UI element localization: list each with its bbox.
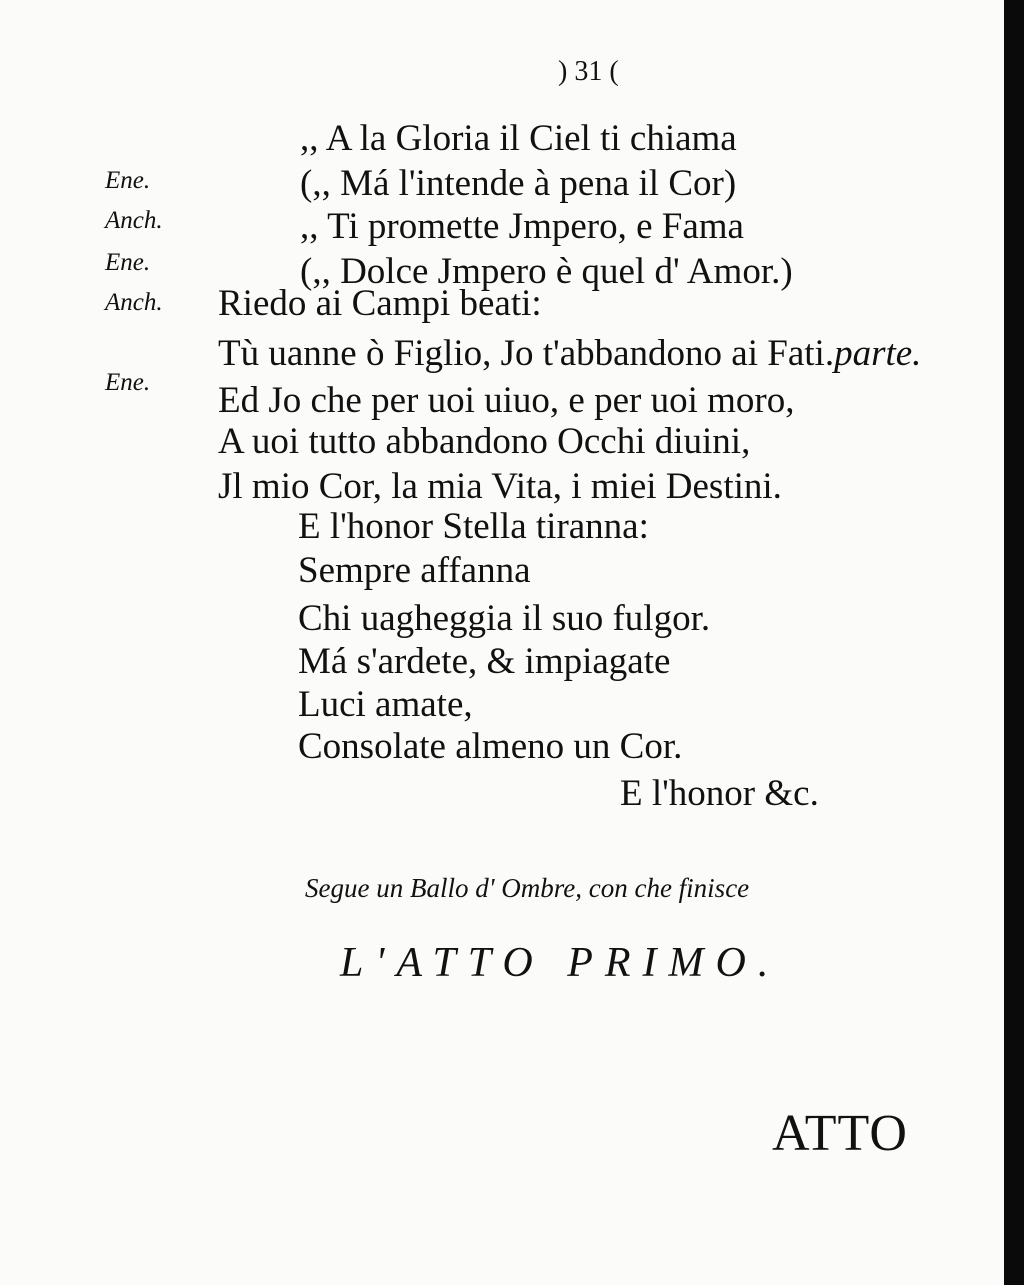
stage-direction: Segue un Ballo d' Ombre, con che finisce (305, 873, 750, 903)
verse-line: A uoi tutto abbandono Occhi diuini, (218, 421, 751, 462)
verse-line: (,, Dolce Jmpero è quel d' Amor.) (300, 251, 793, 292)
verse-line: Riedo ai Campi beati: (218, 283, 542, 324)
verse-line: ,, Ti promette Jmpero, e Fama (300, 206, 744, 247)
aria-refrain: E l'honor &c. (620, 773, 819, 814)
speaker-label: Ene. (105, 249, 151, 276)
verse-line: ,, A la Gloria il Ciel ti chiama (300, 118, 737, 159)
verse-line: Ed Jo che per uoi uiuo, e per uoi moro, (218, 380, 795, 421)
aria-line: Luci amate, (298, 684, 473, 725)
speaker-label: Anch. (105, 289, 163, 316)
aria-line: Chi uagheggia il suo fulgor. (298, 598, 711, 639)
aria-line: Consolate almeno un Cor. (298, 726, 683, 767)
aria-line: E l'honor Stella tiranna: (298, 506, 649, 547)
speaker-label: Ene. (105, 369, 151, 396)
verse-line: Jl mio Cor, la mia Vita, i miei Destini. (218, 466, 782, 507)
page-number: ) 31 ( (558, 56, 619, 87)
verse-line (218, 335, 921, 372)
verse-line: (,, Má l'intende à pena il Cor) (300, 163, 737, 204)
exit-direction: parte. (834, 333, 922, 374)
catchword: ATTO (772, 1105, 908, 1162)
act-heading: L'ATTO PRIMO. (340, 940, 781, 986)
verse-text: Tù uanne ò Figlio, Jo t'abbandono ai Fati. (218, 333, 835, 374)
speaker-label: Anch. (105, 207, 163, 234)
aria-line: Má s'ardete, & impiagate (298, 641, 671, 682)
scan-edge (1004, 0, 1024, 1285)
speaker-label: Ene. (105, 167, 151, 194)
aria-line: Sempre affanna (298, 550, 531, 591)
